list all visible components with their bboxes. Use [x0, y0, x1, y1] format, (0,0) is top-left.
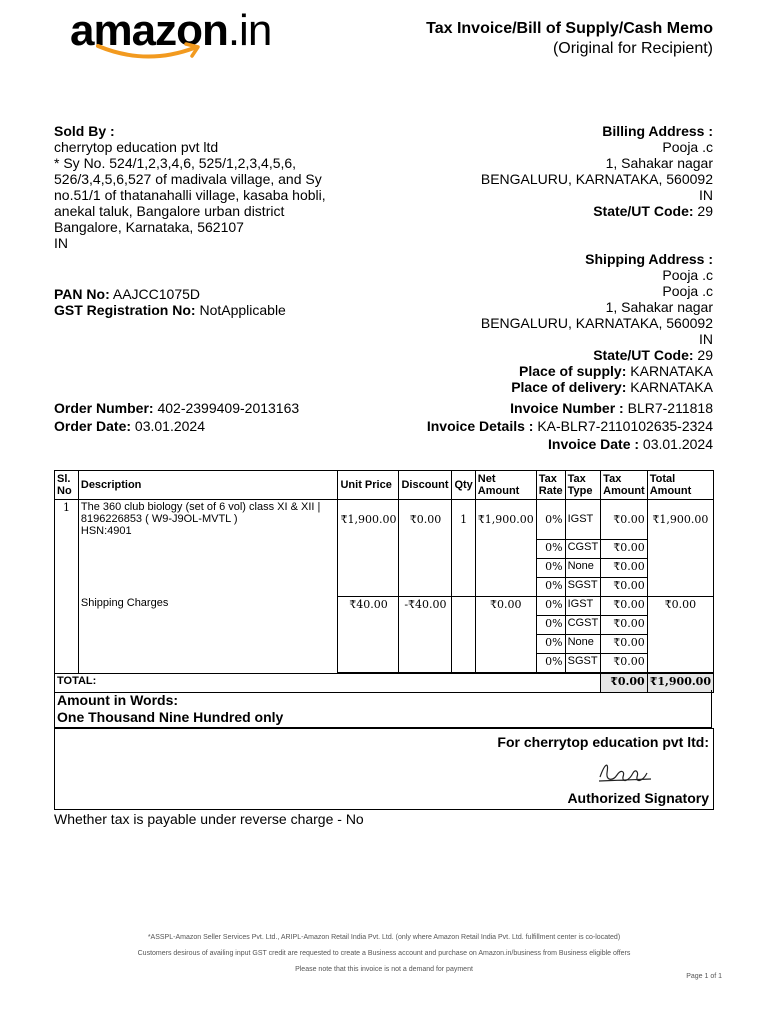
invoice-number-value: BLR7-211818 — [627, 400, 713, 416]
order-number-value: 402-2399409-2013163 — [157, 400, 300, 416]
seller-name: cherrytop education pvt ltd — [54, 139, 219, 155]
place-of-supply-label: Place of supply: — [519, 363, 627, 379]
order-number-label: Order Number: — [54, 400, 154, 416]
header-discount: Discount — [399, 471, 452, 500]
place-of-delivery-label: Place of delivery: — [511, 379, 627, 395]
seller-address-4: anekal taluk, Bangalore urban district — [54, 203, 285, 219]
tax-amount-1: ₹0.00 — [601, 500, 648, 540]
tax-amount-8: ₹0.00 — [601, 653, 648, 672]
shipping-state-value: 29 — [697, 347, 713, 363]
billing-state-value: 29 — [697, 203, 713, 219]
shipping-block — [393, 251, 713, 395]
invoice-info-block — [373, 399, 713, 453]
billing-line-4: IN — [699, 187, 713, 203]
header-net-amount: Net Amount — [475, 471, 536, 500]
total-amount: ₹1,900.00 — [647, 673, 713, 692]
item-unit-price: ₹1,900.00 — [338, 500, 399, 540]
tax-type-5: IGST — [565, 596, 601, 615]
shipping-net-amount: ₹0.00 — [475, 596, 536, 615]
tax-amount-2: ₹0.00 — [601, 539, 648, 558]
shipping-total-amount: ₹0.00 — [647, 596, 713, 615]
tax-rate-4: 0% — [536, 577, 565, 596]
authorized-signatory-label: Authorized Signatory — [567, 790, 709, 806]
invoice-title-block — [426, 20, 713, 58]
item-hsn: HSN:4901 — [80, 525, 132, 537]
order-block — [54, 399, 299, 435]
tax-rate-5: 0% — [536, 596, 565, 615]
header-total-amount: Total Amount — [647, 471, 713, 500]
shipping-state-label: State/UT Code: — [593, 347, 694, 363]
shipping-unit-price: ₹40.00 — [338, 596, 399, 615]
footer-line-3: Please note that this invoice is not a demand for payment — [295, 966, 473, 973]
reverse-charge-text: Whether tax is payable under reverse charge - No — [54, 811, 364, 827]
signatory-box — [54, 728, 714, 810]
tax-type-7: None — [565, 634, 601, 653]
total-label: TOTAL: — [55, 673, 601, 692]
shipping-line-4: BENGALURU, KARNATAKA, 560092 — [480, 315, 713, 331]
shipping-line-2: Pooja .c — [662, 283, 713, 299]
order-date-value: 03.01.2024 — [134, 418, 205, 434]
tax-rate-7: 0% — [536, 634, 565, 653]
shipping-line-3: 1, Sahakar nagar — [605, 299, 713, 315]
header-description: Description — [78, 471, 338, 500]
item-desc-line-2: 8196226853 ( W9-J9OL-MVTL ) — [80, 513, 238, 525]
billing-line-3: BENGALURU, KARNATAKA, 560092 — [480, 171, 713, 187]
gst-label: GST Registration No: — [54, 302, 196, 318]
signature-icon — [595, 759, 655, 787]
place-of-delivery-value: KARNATAKA — [630, 379, 713, 395]
header-sl: Sl. No — [55, 471, 79, 500]
billing-label: Billing Address : — [602, 123, 713, 139]
seller-address-5: Bangalore, Karnataka, 562107 — [54, 219, 244, 235]
logo-main: amazon — [70, 6, 228, 55]
tax-type-4: SGST — [565, 577, 601, 596]
amount-in-words-label: Amount in Words: — [57, 692, 179, 708]
item-total-amount: ₹1,900.00 — [647, 500, 713, 540]
for-company-label: For cherrytop education pvt ltd: — [497, 734, 709, 750]
tax-amount-7: ₹0.00 — [601, 634, 648, 653]
item-desc-line-1: The 360 club biology (set of 6 vol) class XI & XII | — [80, 501, 321, 513]
tax-amount-3: ₹0.00 — [601, 558, 648, 577]
invoice-subtitle: (Original for Recipient) — [552, 40, 713, 57]
seller-block — [54, 123, 354, 251]
pan-label: PAN No: — [54, 286, 110, 302]
billing-line-1: Pooja .c — [662, 139, 713, 155]
seller-address-2: 526/3,4,5,6,527 of madivala village, and Sy — [54, 171, 322, 187]
amount-in-words-box — [54, 690, 712, 728]
seller-ids — [54, 286, 286, 318]
billing-block — [393, 123, 713, 219]
invoice-details-value: KA-BLR7-2110102635-2324 — [537, 418, 713, 434]
logo-suffix: .in — [227, 6, 272, 55]
tax-amount-5: ₹0.00 — [601, 596, 648, 615]
tax-type-3: None — [565, 558, 601, 577]
tax-type-2: CGST — [565, 539, 601, 558]
header-qty: Qty — [452, 471, 475, 500]
footer-line-1: *ASSPL-Amazon Seller Services Pvt. Ltd., ARIPL-Amazon Retail India Pvt. Ltd. (only where Amazon Retail India Pvt. Ltd. fulfillment center is co-located) — [147, 934, 621, 941]
tax-rate-8: 0% — [536, 653, 565, 672]
item-discount: ₹0.00 — [399, 500, 452, 540]
seller-address-1: * Sy No. 524/1,2,3,4,6, 525/1,2,3,4,5,6, — [54, 155, 297, 171]
tax-rate-1: 0% — [536, 500, 565, 540]
table-row — [55, 500, 714, 540]
tax-amount-6: ₹0.00 — [601, 615, 648, 634]
header-tax-amount: Tax Amount — [601, 471, 648, 500]
invoice-details-label: Invoice Details : — [426, 418, 534, 434]
footer-line-2: Customers desirous of availing input GST credit are requested to create a Business account and purchase on Amazon.in/business from Business eligible offers — [137, 950, 631, 957]
tax-rate-6: 0% — [536, 615, 565, 634]
tax-rate-3: 0% — [536, 558, 565, 577]
invoice-date-label: Invoice Date : — [548, 436, 640, 452]
invoice-date-value: 03.01.2024 — [642, 436, 713, 452]
tax-rate-2: 0% — [536, 539, 565, 558]
amazon-smile-icon — [96, 40, 206, 62]
invoice-number-label: Invoice Number : — [510, 400, 624, 416]
invoice-title: Tax Invoice/Bill of Supply/Cash Memo — [426, 20, 713, 37]
order-date-label: Order Date: — [54, 418, 132, 434]
seller-address-3: no.51/1 of thatanahalli village, kasaba hobli, — [54, 187, 326, 203]
seller-address-6: IN — [54, 235, 68, 251]
shipping-discount: -₹40.00 — [399, 596, 452, 615]
tax-amount-4: ₹0.00 — [601, 577, 648, 596]
item-description-cell — [78, 500, 338, 674]
billing-line-2: 1, Sahakar nagar — [605, 155, 713, 171]
gst-value: NotApplicable — [199, 302, 286, 318]
place-of-supply-value: KARNATAKA — [630, 363, 713, 379]
item-qty: 1 — [452, 500, 475, 540]
amount-in-words-value: One Thousand Nine Hundred only — [57, 709, 284, 725]
tax-type-8: SGST — [565, 653, 601, 672]
shipping-line-5: IN — [699, 331, 713, 347]
total-tax-amount: ₹0.00 — [601, 673, 648, 692]
sold-by-label: Sold By : — [54, 123, 115, 139]
pan-value: AAJCC1075D — [112, 286, 201, 302]
shipping-label: Shipping Address : — [585, 251, 713, 267]
page-number: Page 1 of 1 — [686, 973, 722, 980]
tax-type-1: IGST — [565, 500, 601, 540]
tax-type-6: CGST — [565, 615, 601, 634]
invoice-table — [54, 470, 714, 693]
table-header-row — [55, 471, 714, 500]
header-tax-type: Tax Type — [565, 471, 601, 500]
shipping-line-1: Pooja .c — [662, 267, 713, 283]
item-sl: 1 — [55, 500, 79, 674]
header-tax-rate: Tax Rate — [536, 471, 565, 500]
header-unit-price: Unit Price — [338, 471, 399, 500]
billing-state-label: State/UT Code: — [593, 203, 694, 219]
item-net-amount: ₹1,900.00 — [475, 500, 536, 540]
shipping-charges-label: Shipping Charges — [80, 597, 169, 609]
